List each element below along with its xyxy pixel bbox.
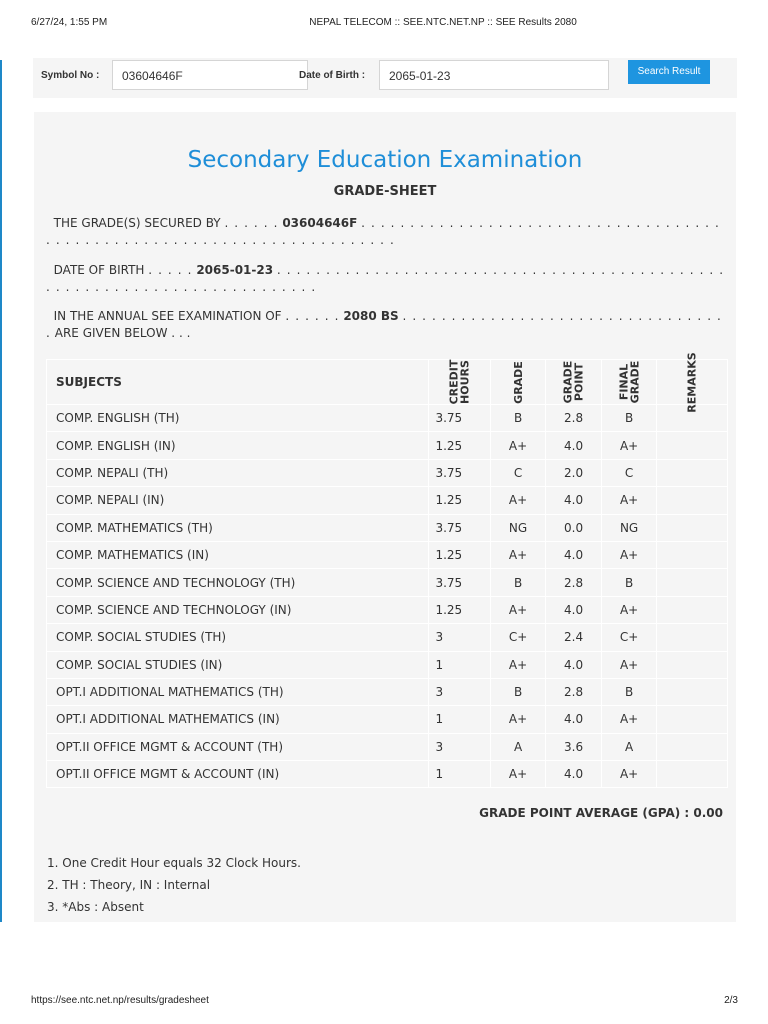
header-grade: GRADE bbox=[490, 360, 546, 405]
final-grade-cell: C+ bbox=[601, 624, 657, 651]
exam-title: Secondary Education Examination bbox=[187, 147, 583, 173]
exam-year-suffix: ARE GIVEN BELOW . . . bbox=[54, 326, 191, 340]
subject-cell: COMP. MATHEMATICS (IN) bbox=[47, 541, 429, 568]
gradesheet-panel bbox=[34, 112, 736, 922]
subject-cell: COMP. SOCIAL STUDIES (IN) bbox=[47, 651, 429, 678]
credit-hours-cell: 3.75 bbox=[429, 514, 490, 541]
notes bbox=[47, 852, 301, 918]
print-datetime: 6/27/24, 1:55 PM bbox=[31, 17, 108, 28]
grade-point-cell: 4.0 bbox=[546, 432, 602, 459]
sheet-title: GRADE-SHEET bbox=[333, 184, 437, 199]
note-item: 1. One Credit Hour equals 32 Clock Hours. bbox=[47, 856, 301, 870]
remarks-cell bbox=[657, 459, 728, 486]
table-row bbox=[47, 541, 728, 568]
grade-cell: A+ bbox=[490, 596, 546, 623]
grade-cell: A+ bbox=[490, 651, 546, 678]
subject-cell: OPT.I ADDITIONAL MATHEMATICS (IN) bbox=[47, 706, 429, 733]
remarks-cell bbox=[657, 514, 728, 541]
final-grade-cell: A+ bbox=[601, 651, 657, 678]
table-row bbox=[47, 569, 728, 596]
final-grade-cell: B bbox=[601, 678, 657, 705]
header-subjects: SUBJECTS bbox=[47, 360, 429, 405]
grade-point-cell: 2.0 bbox=[546, 459, 602, 486]
final-grade-cell: A+ bbox=[601, 596, 657, 623]
table-row bbox=[47, 487, 728, 514]
table-row bbox=[47, 624, 728, 651]
table-row bbox=[47, 651, 728, 678]
grade-point-cell: 4.0 bbox=[546, 706, 602, 733]
credit-hours-cell: 1.25 bbox=[429, 596, 490, 623]
header-credit-hours: CREDIT HOURS bbox=[429, 360, 490, 405]
grade-point-cell: 4.0 bbox=[546, 541, 602, 568]
grade-cell: A bbox=[490, 733, 546, 760]
final-grade-cell: A+ bbox=[601, 432, 657, 459]
remarks-cell bbox=[657, 761, 728, 788]
grade-cell: C bbox=[490, 459, 546, 486]
secured-by-value: 03604646F bbox=[282, 216, 358, 230]
exam-year-prefix: IN THE ANNUAL SEE EXAMINATION OF bbox=[53, 309, 282, 323]
subject-cell: COMP. MATHEMATICS (TH) bbox=[47, 514, 429, 541]
grade-point-cell: 2.8 bbox=[546, 678, 602, 705]
subject-cell: COMP. SCIENCE AND TECHNOLOGY (IN) bbox=[47, 596, 429, 623]
credit-hours-cell: 3 bbox=[429, 733, 490, 760]
grade-cell: B bbox=[490, 405, 546, 432]
final-grade-cell: B bbox=[601, 405, 657, 432]
note-item: 2. TH : Theory, IN : Internal bbox=[47, 878, 211, 892]
print-page-number: 2/3 bbox=[724, 995, 738, 1006]
table-row bbox=[47, 514, 728, 541]
subject-cell: COMP. ENGLISH (IN) bbox=[47, 432, 429, 459]
credit-hours-cell: 3.75 bbox=[429, 569, 490, 596]
grade-cell: B bbox=[490, 678, 546, 705]
remarks-cell bbox=[657, 541, 728, 568]
subject-cell: COMP. SOCIAL STUDIES (TH) bbox=[47, 624, 429, 651]
credit-hours-cell: 1 bbox=[429, 761, 490, 788]
credit-hours-cell: 3 bbox=[429, 678, 490, 705]
remarks-cell bbox=[657, 651, 728, 678]
table-row bbox=[47, 678, 728, 705]
exam-year-value: 2080 BS bbox=[343, 309, 399, 323]
remarks-cell bbox=[657, 596, 728, 623]
gpa-summary: GRADE POINT AVERAGE (GPA) : 0.00 bbox=[479, 806, 723, 820]
subject-cell: OPT.II OFFICE MGMT & ACCOUNT (IN) bbox=[47, 761, 429, 788]
grade-point-cell: 2.4 bbox=[546, 624, 602, 651]
date-of-birth-value: 2065-01-23 bbox=[196, 263, 274, 277]
subject-cell: COMP. SCIENCE AND TECHNOLOGY (TH) bbox=[47, 569, 429, 596]
table-row bbox=[47, 432, 728, 459]
header-remarks: REMARKS bbox=[657, 360, 728, 405]
remarks-cell bbox=[657, 487, 728, 514]
table-row bbox=[47, 459, 728, 486]
table-row bbox=[47, 761, 728, 788]
grade-point-cell: 4.0 bbox=[546, 487, 602, 514]
symbol-input[interactable]: 03604646F bbox=[112, 60, 308, 90]
remarks-cell bbox=[657, 706, 728, 733]
grades-table bbox=[46, 352, 728, 788]
final-grade-cell: A+ bbox=[601, 541, 657, 568]
note-item: 3. *Abs : Absent bbox=[47, 900, 144, 914]
header-final-grade: FINAL GRADE bbox=[601, 360, 657, 405]
date-of-birth-line: DATE OF BIRTH . . . . . 2065-01-23 . . . . . . . . . . . . . . . . . . . . . . . . . . . . . . . . . . . . . . . . . . . . . . . . . . . . . . . . . . . . . . . . . . . . . . . . . . bbox=[46, 263, 725, 294]
dob-input[interactable]: 2065-01-23 bbox=[379, 60, 609, 90]
date-of-birth-prefix: DATE OF BIRTH bbox=[53, 263, 145, 277]
grade-point-cell: 2.8 bbox=[546, 569, 602, 596]
subject-cell: OPT.I ADDITIONAL MATHEMATICS (TH) bbox=[47, 678, 429, 705]
final-grade-cell: NG bbox=[601, 514, 657, 541]
remarks-cell bbox=[657, 624, 728, 651]
final-grade-cell: A+ bbox=[601, 487, 657, 514]
table-header-row bbox=[47, 360, 728, 405]
grade-point-cell: 0.0 bbox=[546, 514, 602, 541]
credit-hours-cell: 1 bbox=[429, 706, 490, 733]
credit-hours-cell: 1 bbox=[429, 651, 490, 678]
table-row bbox=[47, 733, 728, 760]
grade-cell: A+ bbox=[490, 487, 546, 514]
print-page-title: NEPAL TELECOM :: SEE.NTC.NET.NP :: SEE Results 2080 bbox=[309, 17, 577, 28]
table-row bbox=[47, 706, 728, 733]
subject-cell: COMP. NEPALI (IN) bbox=[47, 487, 429, 514]
credit-hours-cell: 1.25 bbox=[429, 487, 490, 514]
grade-cell: A+ bbox=[490, 432, 546, 459]
final-grade-cell: C bbox=[601, 459, 657, 486]
symbol-label: Symbol No : bbox=[41, 70, 100, 81]
grade-cell: NG bbox=[490, 514, 546, 541]
exam-year-line: IN THE ANNUAL SEE EXAMINATION OF . . . . . . 2080 BS . . . . . . . . . . . . . . . . . . . . . . . . . . . . . . . . . . ARE GIVEN BELOW . . . bbox=[46, 309, 722, 340]
grade-cell: A+ bbox=[490, 541, 546, 568]
print-footer bbox=[0, 995, 768, 1009]
table-row bbox=[47, 596, 728, 623]
subject-cell: COMP. NEPALI (TH) bbox=[47, 459, 429, 486]
subject-cell: COMP. ENGLISH (TH) bbox=[47, 405, 429, 432]
credit-hours-cell: 1.25 bbox=[429, 432, 490, 459]
grade-point-cell: 4.0 bbox=[546, 761, 602, 788]
header-grade-point: GRADE POINT bbox=[546, 360, 602, 405]
print-url: https://see.ntc.net.np/results/gradesheet bbox=[31, 995, 209, 1006]
print-header bbox=[0, 17, 768, 31]
grade-point-cell: 2.8 bbox=[546, 405, 602, 432]
grade-cell: B bbox=[490, 569, 546, 596]
grade-cell: A+ bbox=[490, 706, 546, 733]
search-bar bbox=[33, 58, 737, 98]
secured-by-prefix: THE GRADE(S) SECURED BY bbox=[53, 216, 221, 230]
subject-cell: OPT.II OFFICE MGMT & ACCOUNT (TH) bbox=[47, 733, 429, 760]
grade-cell: C+ bbox=[490, 624, 546, 651]
grade-point-cell: 4.0 bbox=[546, 651, 602, 678]
credit-hours-cell: 3.75 bbox=[429, 459, 490, 486]
table-row bbox=[47, 405, 728, 432]
dob-label: Date of Birth : bbox=[299, 70, 366, 81]
grade-point-cell: 4.0 bbox=[546, 596, 602, 623]
final-grade-cell: A bbox=[601, 733, 657, 760]
final-grade-cell: A+ bbox=[601, 761, 657, 788]
remarks-cell bbox=[657, 733, 728, 760]
search-result-button[interactable]: Search Result bbox=[628, 60, 710, 84]
credit-hours-cell: 3 bbox=[429, 624, 490, 651]
remarks-cell bbox=[657, 569, 728, 596]
credit-hours-cell: 3.75 bbox=[429, 405, 490, 432]
remarks-cell bbox=[657, 432, 728, 459]
final-grade-cell: A+ bbox=[601, 706, 657, 733]
credit-hours-cell: 1.25 bbox=[429, 541, 490, 568]
grade-point-cell: 3.6 bbox=[546, 733, 602, 760]
final-grade-cell: B bbox=[601, 569, 657, 596]
grade-cell: A+ bbox=[490, 761, 546, 788]
secured-by-line: THE GRADE(S) SECURED BY . . . . . . 03604646F . . . . . . . . . . . . . . . . . . . . . . . . . . . . . . . . . . . . . . . . . . . . . . . . . . . . . . . . . . . . . . . . . . . . . . . . . bbox=[46, 216, 720, 247]
remarks-cell bbox=[657, 678, 728, 705]
left-accent-rule bbox=[0, 60, 2, 922]
